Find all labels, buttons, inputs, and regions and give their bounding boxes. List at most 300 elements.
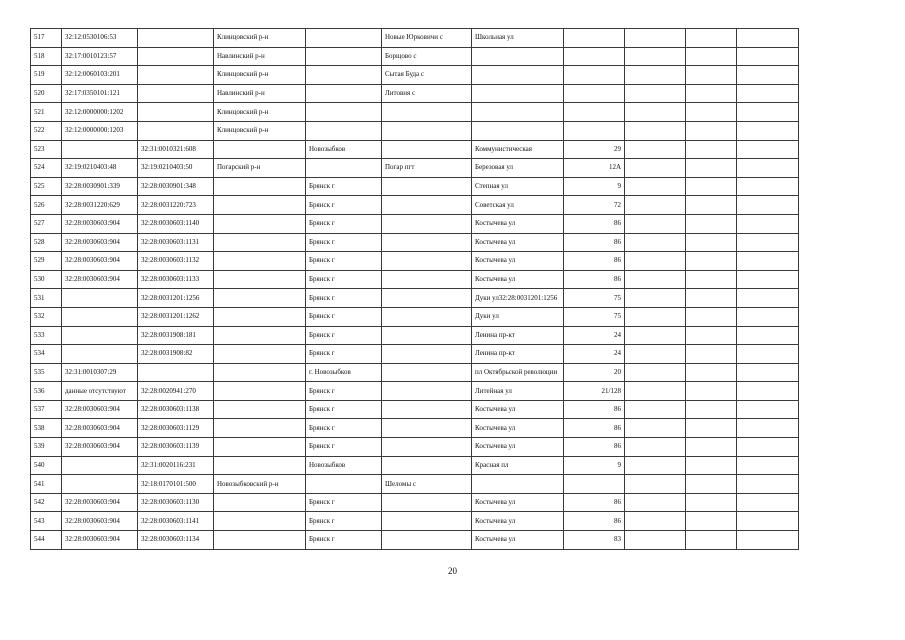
district-cell: Новозыбковский р-н (214, 475, 306, 494)
district-cell (214, 252, 306, 271)
house-number-cell: 29 (564, 140, 625, 159)
house-number-cell: 72 (564, 196, 625, 215)
city-cell: Брянск г (306, 400, 382, 419)
city-cell: Брянск г (306, 270, 382, 289)
extra-cell-1 (625, 289, 686, 308)
extra-cell-2 (686, 196, 737, 215)
row-number-cell: 522 (31, 121, 62, 140)
extra-cell-1 (625, 214, 686, 233)
extra-cell-3 (737, 400, 799, 419)
building-cadastral-cell (138, 66, 214, 85)
extra-cell-2 (686, 345, 737, 364)
street-cell (472, 84, 564, 103)
district-cell (214, 289, 306, 308)
city-cell: Брянск г (306, 382, 382, 401)
house-number-cell: 86 (564, 400, 625, 419)
row-number-cell: 532 (31, 307, 62, 326)
district-cell (214, 493, 306, 512)
row-number-cell: 523 (31, 140, 62, 159)
district-cell: Клинцовский р-н (214, 66, 306, 85)
building-cadastral-cell: 32:28:0030603:1134 (138, 531, 214, 550)
extra-cell-2 (686, 233, 737, 252)
cadastral-number-cell (62, 289, 138, 308)
city-cell: Брянск г (306, 233, 382, 252)
house-number-cell: 86 (564, 419, 625, 438)
street-cell: Костычева ул (472, 270, 564, 289)
city-cell: Новозыбков (306, 140, 382, 159)
street-cell: Березовая ул (472, 159, 564, 178)
extra-cell-3 (737, 29, 799, 48)
extra-cell-1 (625, 382, 686, 401)
extra-cell-3 (737, 233, 799, 252)
page-number: 20 (448, 566, 457, 576)
district-cell (214, 196, 306, 215)
row-number-cell: 524 (31, 159, 62, 178)
street-cell: Дуки ул (472, 307, 564, 326)
table-row (31, 233, 799, 252)
extra-cell-2 (686, 84, 737, 103)
house-number-cell: 75 (564, 289, 625, 308)
table-row (31, 252, 799, 271)
extra-cell-2 (686, 419, 737, 438)
table-row (31, 456, 799, 475)
street-cell: Костычева ул (472, 400, 564, 419)
building-cadastral-cell: 32:19:0210403:50 (138, 159, 214, 178)
street-cell (472, 47, 564, 66)
settlement-cell (382, 531, 472, 550)
building-cadastral-cell (138, 84, 214, 103)
extra-cell-2 (686, 140, 737, 159)
house-number-cell: 86 (564, 270, 625, 289)
settlement-cell (382, 400, 472, 419)
city-cell: Новозыбков (306, 456, 382, 475)
extra-cell-3 (737, 419, 799, 438)
city-cell: Брянск г (306, 531, 382, 550)
building-cadastral-cell: 32:28:0031220:723 (138, 196, 214, 215)
cadastral-number-cell: 32:19:0210403:48 (62, 159, 138, 178)
table-row (31, 196, 799, 215)
house-number-cell: 9 (564, 177, 625, 196)
city-cell: Брянск г (306, 196, 382, 215)
extra-cell-2 (686, 289, 737, 308)
settlement-cell: Новые Юрковичи с (382, 29, 472, 48)
row-number-cell: 529 (31, 252, 62, 271)
house-number-cell: 86 (564, 214, 625, 233)
extra-cell-3 (737, 531, 799, 550)
row-number-cell: 527 (31, 214, 62, 233)
extra-cell-3 (737, 456, 799, 475)
extra-cell-1 (625, 252, 686, 271)
street-cell: Ленина пр-кт (472, 326, 564, 345)
settlement-cell (382, 419, 472, 438)
settlement-cell (382, 289, 472, 308)
street-cell: Костычева ул (472, 512, 564, 531)
extra-cell-1 (625, 177, 686, 196)
table-row (31, 159, 799, 178)
city-cell (306, 66, 382, 85)
settlement-cell (382, 121, 472, 140)
house-number-cell (564, 84, 625, 103)
building-cadastral-cell: 32:28:0020941:270 (138, 382, 214, 401)
extra-cell-2 (686, 177, 737, 196)
city-cell (306, 47, 382, 66)
extra-cell-2 (686, 475, 737, 494)
cadastral-number-cell: 32:12:0060103:201 (62, 66, 138, 85)
table-row (31, 400, 799, 419)
district-cell (214, 382, 306, 401)
district-cell: Навлинский р-н (214, 84, 306, 103)
district-cell (214, 140, 306, 159)
settlement-cell: Шеломы с (382, 475, 472, 494)
building-cadastral-cell: 32:28:0030603:1139 (138, 438, 214, 457)
cadastral-number-cell: 32:28:0030603:904 (62, 252, 138, 271)
city-cell: Брянск г (306, 214, 382, 233)
table-row (31, 382, 799, 401)
settlement-cell: Литовня с (382, 84, 472, 103)
extra-cell-1 (625, 121, 686, 140)
cadastral-number-cell: 32:28:0031220:629 (62, 196, 138, 215)
building-cadastral-cell: 32:28:0030603:1140 (138, 214, 214, 233)
building-cadastral-cell: 32:18:0170101:500 (138, 475, 214, 494)
city-cell: Брянск г (306, 252, 382, 271)
row-number-cell: 534 (31, 345, 62, 364)
building-cadastral-cell: 32:28:0031201:1262 (138, 307, 214, 326)
row-number-cell: 517 (31, 29, 62, 48)
district-cell: Клинцовский р-н (214, 121, 306, 140)
table-row (31, 289, 799, 308)
house-number-cell: 9 (564, 456, 625, 475)
street-cell: Литейная ул (472, 382, 564, 401)
table-row (31, 177, 799, 196)
extra-cell-1 (625, 84, 686, 103)
street-cell: Степная ул (472, 177, 564, 196)
settlement-cell (382, 438, 472, 457)
cadastral-number-cell: 32:28:0030603:904 (62, 419, 138, 438)
row-number-cell: 526 (31, 196, 62, 215)
cadastral-number-cell (62, 475, 138, 494)
street-cell: пл Октябрьской революции (472, 363, 564, 382)
building-cadastral-cell: 32:28:0030603:1131 (138, 233, 214, 252)
row-number-cell: 530 (31, 270, 62, 289)
street-cell: Коммунистическая (472, 140, 564, 159)
extra-cell-2 (686, 493, 737, 512)
extra-cell-1 (625, 140, 686, 159)
settlement-cell: Погар пгт (382, 159, 472, 178)
extra-cell-1 (625, 493, 686, 512)
house-number-cell: 86 (564, 493, 625, 512)
cadastral-number-cell: 32:28:0030603:904 (62, 400, 138, 419)
extra-cell-2 (686, 29, 737, 48)
settlement-cell (382, 382, 472, 401)
table-row (31, 47, 799, 66)
house-number-cell: 24 (564, 326, 625, 345)
extra-cell-2 (686, 326, 737, 345)
extra-cell-3 (737, 493, 799, 512)
street-cell (472, 103, 564, 122)
extra-cell-2 (686, 307, 737, 326)
extra-cell-2 (686, 456, 737, 475)
extra-cell-3 (737, 196, 799, 215)
registry-table (30, 28, 799, 550)
extra-cell-1 (625, 233, 686, 252)
city-cell (306, 475, 382, 494)
city-cell (306, 29, 382, 48)
settlement-cell (382, 363, 472, 382)
extra-cell-2 (686, 363, 737, 382)
building-cadastral-cell: 32:28:0030603:1133 (138, 270, 214, 289)
extra-cell-1 (625, 196, 686, 215)
extra-cell-2 (686, 270, 737, 289)
city-cell: Брянск г (306, 307, 382, 326)
street-cell: Костычева ул (472, 233, 564, 252)
extra-cell-1 (625, 438, 686, 457)
extra-cell-1 (625, 66, 686, 85)
cadastral-number-cell: 32:28:0030603:904 (62, 531, 138, 550)
district-cell (214, 363, 306, 382)
extra-cell-2 (686, 438, 737, 457)
settlement-cell (382, 177, 472, 196)
district-cell (214, 233, 306, 252)
building-cadastral-cell: 32:28:0031908:181 (138, 326, 214, 345)
district-cell (214, 456, 306, 475)
settlement-cell (382, 103, 472, 122)
table-row (31, 419, 799, 438)
district-cell (214, 177, 306, 196)
street-cell (472, 121, 564, 140)
extra-cell-2 (686, 214, 737, 233)
district-cell: Клинцовский р-н (214, 103, 306, 122)
district-cell (214, 270, 306, 289)
row-number-cell: 528 (31, 233, 62, 252)
building-cadastral-cell (138, 121, 214, 140)
extra-cell-2 (686, 121, 737, 140)
extra-cell-3 (737, 159, 799, 178)
table-row (31, 307, 799, 326)
building-cadastral-cell: 32:28:0030603:1132 (138, 252, 214, 271)
row-number-cell: 537 (31, 400, 62, 419)
row-number-cell: 544 (31, 531, 62, 550)
house-number-cell (564, 66, 625, 85)
cadastral-number-cell (62, 140, 138, 159)
city-cell (306, 103, 382, 122)
district-cell (214, 512, 306, 531)
extra-cell-3 (737, 140, 799, 159)
extra-cell-1 (625, 307, 686, 326)
settlement-cell: Борщово с (382, 47, 472, 66)
row-number-cell: 531 (31, 289, 62, 308)
extra-cell-1 (625, 512, 686, 531)
extra-cell-1 (625, 326, 686, 345)
row-number-cell: 525 (31, 177, 62, 196)
cadastral-number-cell: данные отсутствуют (62, 382, 138, 401)
district-cell: Клинцовский р-н (214, 29, 306, 48)
table-row (31, 493, 799, 512)
building-cadastral-cell (138, 103, 214, 122)
district-cell (214, 307, 306, 326)
settlement-cell (382, 512, 472, 531)
extra-cell-1 (625, 270, 686, 289)
house-number-cell (564, 29, 625, 48)
extra-cell-3 (737, 382, 799, 401)
city-cell: г. Новозыбков (306, 363, 382, 382)
settlement-cell (382, 214, 472, 233)
district-cell (214, 214, 306, 233)
building-cadastral-cell: 32:28:0031908:82 (138, 345, 214, 364)
extra-cell-3 (737, 289, 799, 308)
settlement-cell (382, 326, 472, 345)
settlement-cell (382, 307, 472, 326)
settlement-cell (382, 196, 472, 215)
street-cell: Ленина пр-кт (472, 345, 564, 364)
extra-cell-2 (686, 400, 737, 419)
row-number-cell: 536 (31, 382, 62, 401)
extra-cell-1 (625, 363, 686, 382)
settlement-cell (382, 493, 472, 512)
street-cell: Советская ул (472, 196, 564, 215)
row-number-cell: 539 (31, 438, 62, 457)
extra-cell-3 (737, 121, 799, 140)
settlement-cell (382, 140, 472, 159)
table-body (31, 29, 799, 550)
extra-cell-1 (625, 475, 686, 494)
building-cadastral-cell: 32:28:0030603:1138 (138, 400, 214, 419)
building-cadastral-cell: 32:28:0030603:1129 (138, 419, 214, 438)
house-number-cell (564, 47, 625, 66)
city-cell: Брянск г (306, 512, 382, 531)
cadastral-number-cell: 32:28:0030603:904 (62, 270, 138, 289)
table-row (31, 531, 799, 550)
cadastral-number-cell: 32:31:0010307:29 (62, 363, 138, 382)
settlement-cell (382, 233, 472, 252)
cadastral-number-cell: 32:28:0030901:339 (62, 177, 138, 196)
table-row (31, 29, 799, 48)
cadastral-number-cell (62, 345, 138, 364)
building-cadastral-cell: 32:28:0030901:348 (138, 177, 214, 196)
row-number-cell: 543 (31, 512, 62, 531)
district-cell (214, 419, 306, 438)
house-number-cell (564, 103, 625, 122)
row-number-cell: 521 (31, 103, 62, 122)
settlement-cell (382, 252, 472, 271)
house-number-cell: 83 (564, 531, 625, 550)
table-row (31, 326, 799, 345)
street-cell: Красная пл (472, 456, 564, 475)
row-number-cell: 520 (31, 84, 62, 103)
street-cell: Школьная ул (472, 29, 564, 48)
cadastral-number-cell: 32:28:0030603:904 (62, 493, 138, 512)
street-cell (472, 475, 564, 494)
street-cell: Дуки ул32:28:0031201:1256 (472, 289, 564, 308)
extra-cell-3 (737, 47, 799, 66)
cadastral-number-cell: 32:28:0030603:904 (62, 438, 138, 457)
city-cell (306, 84, 382, 103)
house-number-cell: 12А (564, 159, 625, 178)
table-row (31, 270, 799, 289)
house-number-cell: 75 (564, 307, 625, 326)
extra-cell-3 (737, 512, 799, 531)
extra-cell-1 (625, 400, 686, 419)
street-cell: Костычева ул (472, 252, 564, 271)
table-row (31, 140, 799, 159)
table-row (31, 66, 799, 85)
table-row (31, 512, 799, 531)
house-number-cell (564, 121, 625, 140)
house-number-cell: 21/128 (564, 382, 625, 401)
city-cell: Брянск г (306, 493, 382, 512)
city-cell: Брянск г (306, 177, 382, 196)
city-cell: Брянск г (306, 326, 382, 345)
cadastral-number-cell (62, 326, 138, 345)
building-cadastral-cell: 32:31:0010321:608 (138, 140, 214, 159)
cadastral-number-cell: 32:28:0030603:904 (62, 512, 138, 531)
table-row (31, 475, 799, 494)
cadastral-number-cell: 32:28:0030603:904 (62, 233, 138, 252)
street-cell: Костычева ул (472, 438, 564, 457)
extra-cell-3 (737, 66, 799, 85)
street-cell: Костычева ул (472, 531, 564, 550)
district-cell (214, 531, 306, 550)
house-number-cell: 86 (564, 438, 625, 457)
extra-cell-1 (625, 456, 686, 475)
building-cadastral-cell (138, 29, 214, 48)
district-cell (214, 438, 306, 457)
city-cell: Брянск г (306, 419, 382, 438)
city-cell (306, 159, 382, 178)
building-cadastral-cell: 32:28:0031201:1256 (138, 289, 214, 308)
extra-cell-3 (737, 84, 799, 103)
row-number-cell: 519 (31, 66, 62, 85)
city-cell: Брянск г (306, 345, 382, 364)
settlement-cell (382, 456, 472, 475)
table-row (31, 84, 799, 103)
district-cell: Погарский р-н (214, 159, 306, 178)
district-cell (214, 326, 306, 345)
building-cadastral-cell: 32:28:0030603:1130 (138, 493, 214, 512)
city-cell: Брянск г (306, 289, 382, 308)
table-row (31, 345, 799, 364)
table-row (31, 363, 799, 382)
extra-cell-3 (737, 345, 799, 364)
extra-cell-3 (737, 307, 799, 326)
extra-cell-1 (625, 159, 686, 178)
extra-cell-2 (686, 382, 737, 401)
district-cell: Навлинский р-н (214, 47, 306, 66)
extra-cell-2 (686, 103, 737, 122)
cadastral-number-cell: 32:12:0530106:53 (62, 29, 138, 48)
house-number-cell: 86 (564, 233, 625, 252)
table-row (31, 103, 799, 122)
cadastral-number-cell: 32:12:0000000:1203 (62, 121, 138, 140)
settlement-cell (382, 345, 472, 364)
cadastral-number-cell (62, 307, 138, 326)
extra-cell-3 (737, 252, 799, 271)
extra-cell-1 (625, 419, 686, 438)
building-cadastral-cell (138, 47, 214, 66)
extra-cell-3 (737, 475, 799, 494)
building-cadastral-cell: 32:28:0030603:1141 (138, 512, 214, 531)
extra-cell-1 (625, 29, 686, 48)
settlement-cell: Сытая Буда с (382, 66, 472, 85)
street-cell (472, 66, 564, 85)
house-number-cell (564, 475, 625, 494)
extra-cell-2 (686, 66, 737, 85)
extra-cell-1 (625, 103, 686, 122)
row-number-cell: 542 (31, 493, 62, 512)
table-row (31, 214, 799, 233)
row-number-cell: 535 (31, 363, 62, 382)
street-cell: Костычева ул (472, 214, 564, 233)
house-number-cell: 86 (564, 512, 625, 531)
